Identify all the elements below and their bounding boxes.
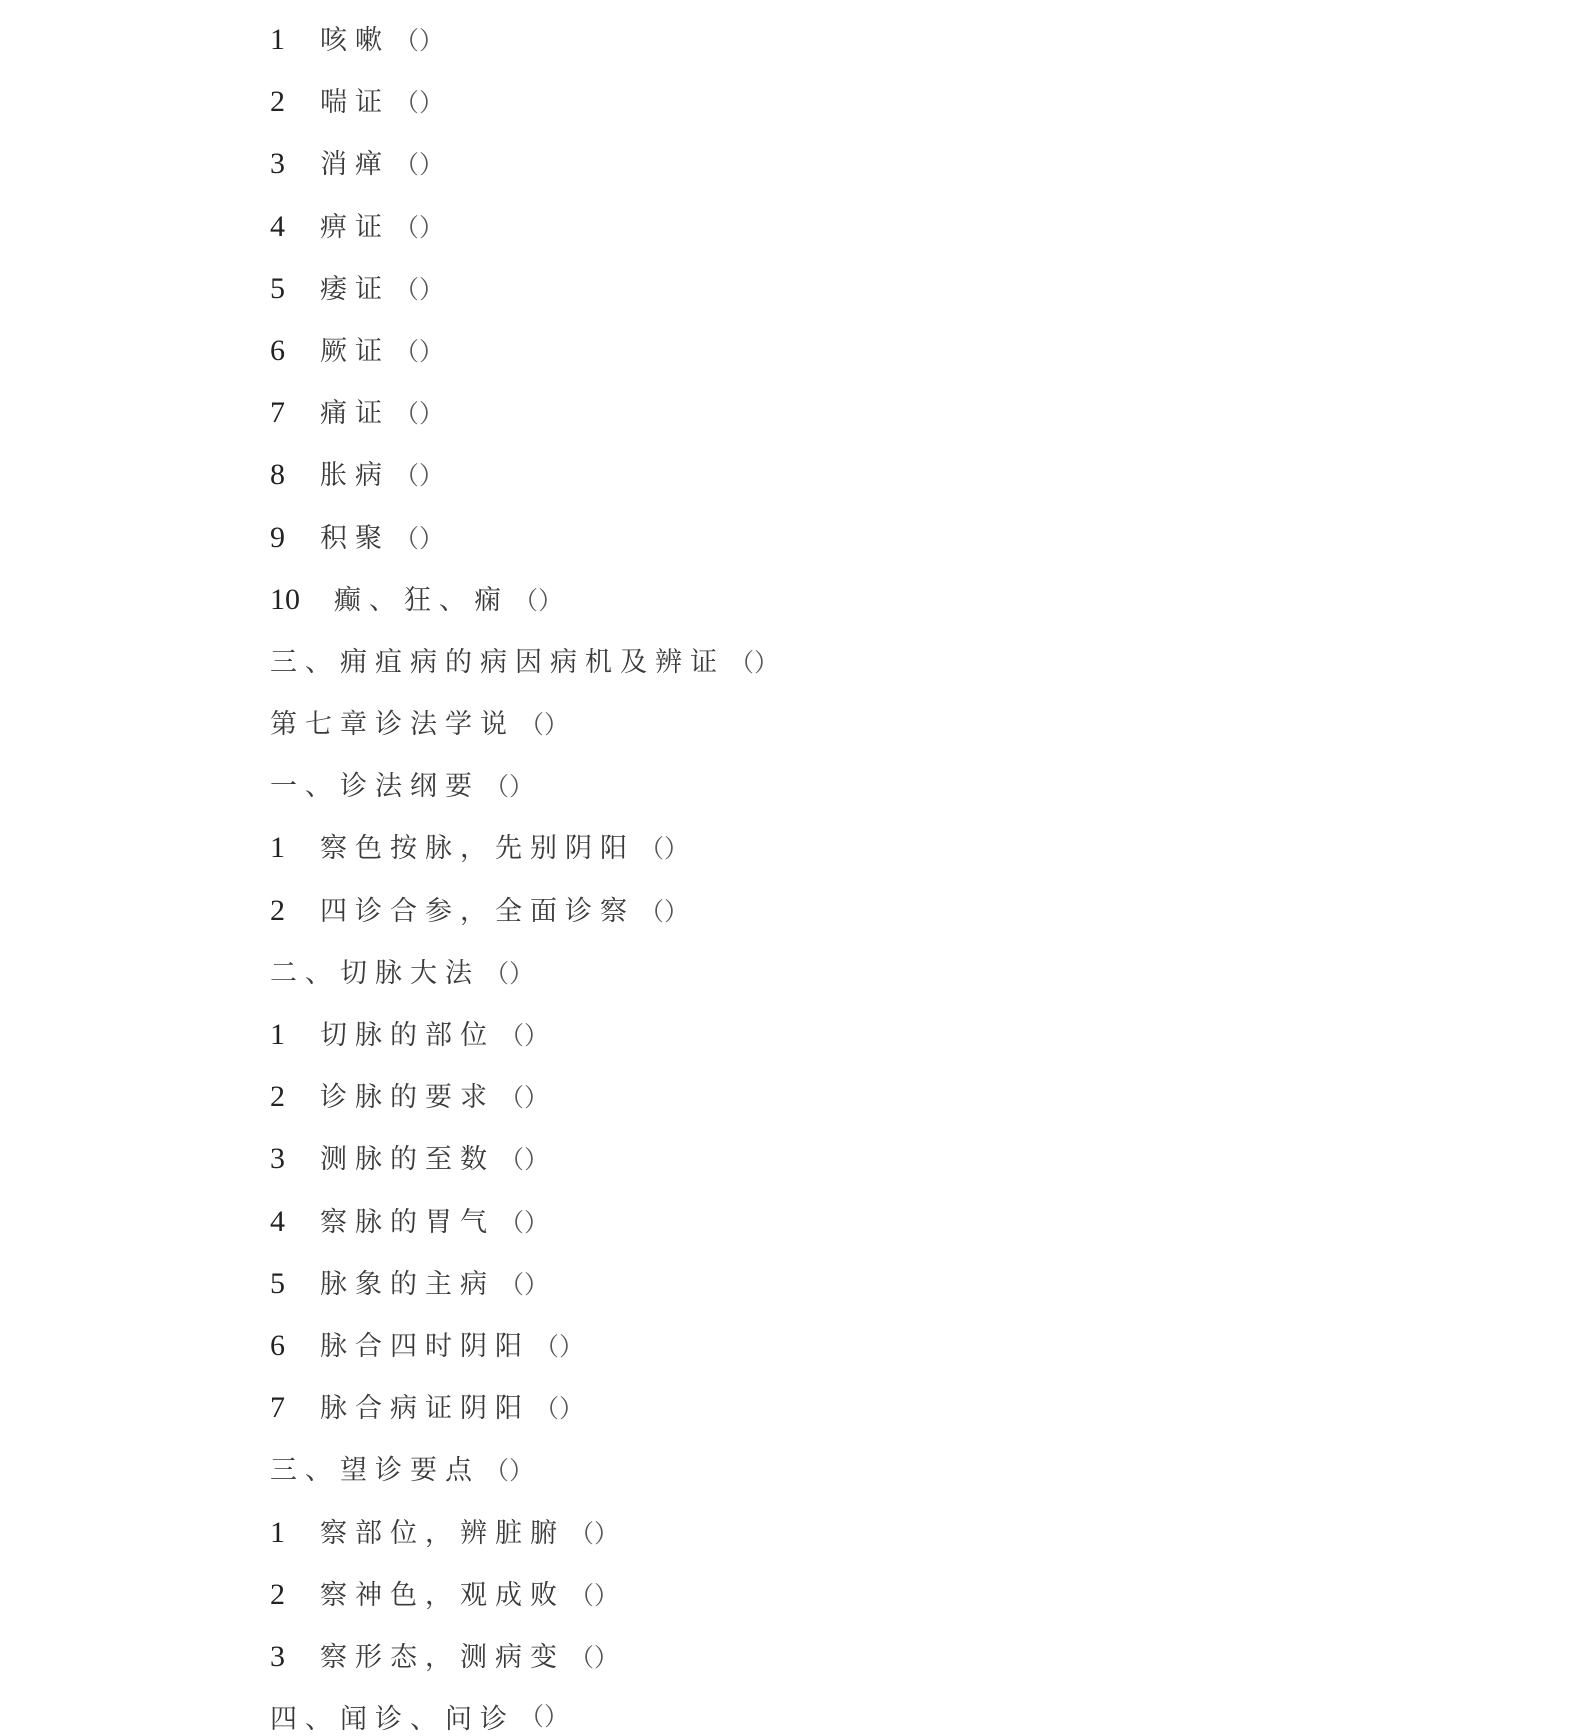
section-heading [270, 640, 779, 702]
item-title: 测脉的至数 [320, 1144, 495, 1176]
item-title: 察部位，辨脏腑 [320, 1517, 565, 1549]
item-title: 三、望诊要点 [270, 1455, 480, 1487]
item-number: 3 [270, 1142, 285, 1176]
page-ref-paren: （） [569, 1642, 620, 1672]
list-item [270, 826, 779, 888]
item-title: 四诊合参，全面诊察 [320, 895, 635, 927]
item-number: 6 [270, 1328, 285, 1362]
item-title: 脉合病证阴阳 [320, 1393, 530, 1425]
item-title: 三、痈疽病的病因病机及辨证 [270, 646, 725, 678]
page-ref-paren: （） [394, 88, 445, 118]
list-item [270, 1137, 779, 1199]
item-number: 4 [270, 209, 285, 243]
item-title: 察色按脉，先别阴阳 [320, 833, 635, 865]
page-ref-paren: （） [394, 336, 445, 366]
list-item [270, 267, 779, 329]
item-title: 积聚 [320, 522, 390, 554]
list-item [270, 889, 779, 951]
item-number: 5 [270, 271, 285, 305]
item-title: 二、切脉大法 [270, 957, 480, 989]
list-item [270, 1262, 779, 1324]
item-number: 2 [270, 1080, 285, 1114]
item-number: 1 [270, 831, 285, 865]
item-title: 脉象的主病 [320, 1268, 495, 1300]
page-ref-paren: （） [484, 1456, 535, 1486]
page-ref-paren: （） [499, 1269, 550, 1299]
page-ref-paren: （） [394, 150, 445, 180]
list-item [270, 1200, 779, 1262]
page-ref-paren: （） [499, 1145, 550, 1175]
page-ref-paren: （） [484, 772, 535, 802]
item-title: 脉合四时阴阳 [320, 1330, 530, 1362]
item-number: 3 [270, 147, 285, 181]
page-ref-paren: （） [394, 212, 445, 242]
page-ref-paren: （） [513, 585, 564, 615]
page-ref-paren: （） [394, 461, 445, 491]
list-item [270, 205, 779, 267]
item-title: 胀病 [320, 460, 390, 492]
page-ref-paren: （） [639, 896, 690, 926]
item-number: 9 [270, 520, 285, 554]
item-number: 7 [270, 1391, 285, 1425]
item-title: 痛证 [320, 398, 390, 430]
page-ref-paren: （） [519, 1702, 570, 1732]
list-item [270, 516, 779, 578]
item-number: 4 [270, 1204, 285, 1238]
item-title: 诊脉的要求 [320, 1082, 495, 1114]
item-title: 咳嗽 [320, 25, 390, 56]
page-ref-paren: （） [484, 958, 535, 988]
chapter-heading [270, 702, 779, 764]
section-heading [270, 764, 779, 826]
section-heading [270, 1448, 779, 1510]
page-ref-paren: （） [569, 1518, 620, 1548]
table-of-contents [270, 18, 780, 1736]
page-ref-paren: （） [729, 647, 780, 677]
item-title: 察脉的胃气 [320, 1206, 495, 1238]
page-ref-paren: （） [639, 834, 690, 864]
item-title: 第七章诊法学说 [270, 709, 515, 741]
page-ref-paren: （） [534, 1331, 585, 1361]
list-item [270, 1075, 779, 1137]
list-item [270, 391, 779, 453]
item-number: 1 [270, 1018, 285, 1051]
item-title: 四、闻诊、问诊 [270, 1704, 515, 1736]
item-number: 5 [270, 1266, 285, 1300]
page-ref-paren: （） [499, 1021, 550, 1050]
item-title: 痹证 [320, 211, 390, 243]
list-item [270, 1635, 779, 1697]
list-item [270, 453, 779, 515]
item-title: 一、诊法纲要 [270, 771, 480, 803]
item-number: 2 [270, 1577, 285, 1611]
list-item [270, 142, 779, 204]
list-item [270, 80, 779, 142]
item-number: 2 [270, 85, 285, 119]
list-item [270, 329, 779, 391]
page-ref-paren: （） [519, 710, 570, 740]
item-title: 消瘅 [320, 149, 390, 181]
list-item [270, 1511, 779, 1573]
item-title: 察神色，观成败 [320, 1579, 565, 1611]
list-item [270, 1324, 779, 1386]
page-ref-paren: （） [569, 1580, 620, 1610]
page-ref-paren: （） [499, 1207, 550, 1237]
item-title: 痿证 [320, 273, 390, 305]
section-heading [270, 951, 779, 1013]
item-number: 7 [270, 396, 285, 430]
item-title: 喘证 [320, 87, 390, 119]
item-title: 厥证 [320, 335, 390, 367]
list-item [270, 578, 779, 640]
item-title: 察形态，测病变 [320, 1641, 565, 1673]
item-number: 10 [270, 582, 300, 616]
list-item [270, 1573, 779, 1635]
list-item [270, 1386, 779, 1448]
list-item [270, 1013, 779, 1075]
item-number: 1 [270, 23, 285, 56]
page-ref-paren: （） [394, 274, 445, 304]
item-title: 癫、狂、痫 [334, 584, 509, 616]
item-number: 1 [270, 1515, 285, 1549]
page-ref-paren: （） [499, 1083, 550, 1113]
page-ref-paren: （） [534, 1394, 585, 1424]
item-number: 8 [270, 458, 285, 492]
item-title: 切脉的部位 [320, 1020, 495, 1051]
item-number: 2 [270, 893, 285, 927]
item-number: 3 [270, 1639, 285, 1673]
section-heading [270, 1697, 779, 1736]
page-ref-paren: （） [394, 399, 445, 429]
item-number: 6 [270, 333, 285, 367]
page-ref-paren: （） [394, 26, 445, 55]
page-ref-paren: （） [394, 523, 445, 553]
list-item [270, 18, 779, 80]
